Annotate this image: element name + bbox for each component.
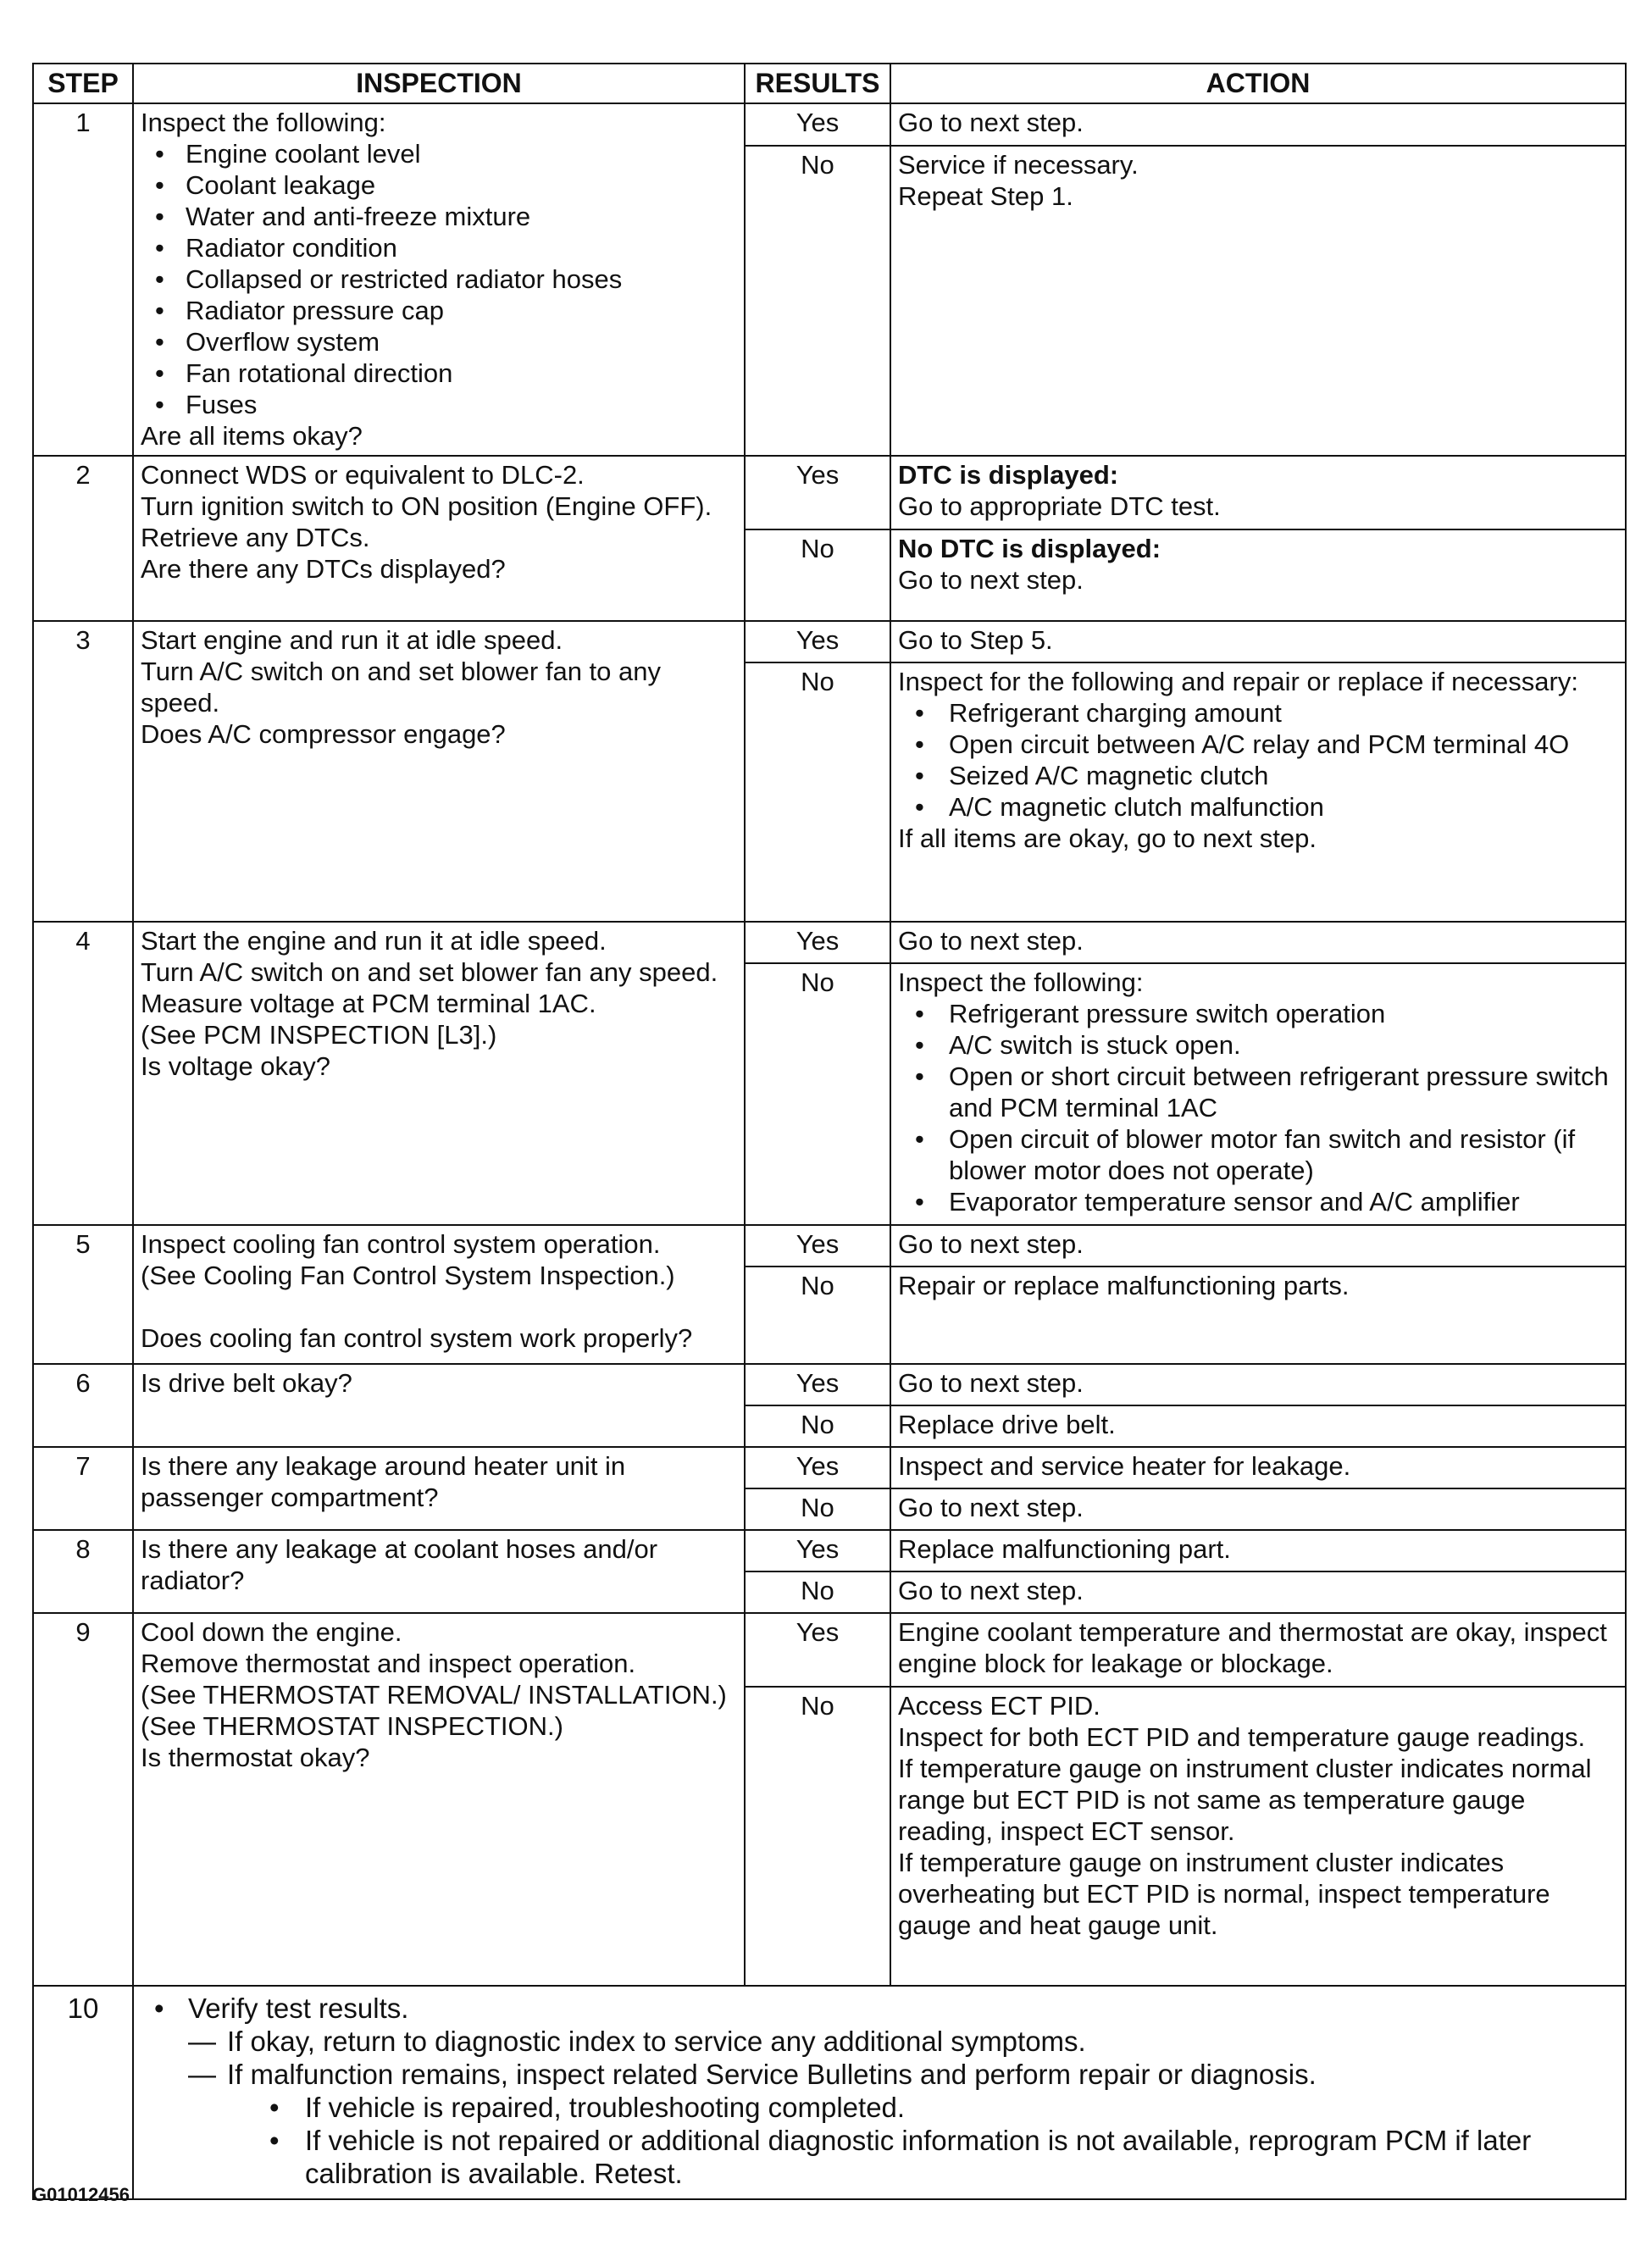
inspection-line: Does cooling fan control system work properly? (141, 1323, 693, 1353)
list-item: • If vehicle is repaired, troubleshooting completed. (305, 2091, 1618, 2124)
header-action: ACTION (890, 64, 1626, 103)
inspection-line: Connect WDS or equivalent to DLC-2. (141, 460, 585, 490)
step-7-no-action: Go to next step. (890, 1488, 1626, 1530)
action-intro: Inspect for the following and repair or replace if necessary: (898, 667, 1578, 696)
list-item: • Fan rotational direction (186, 358, 737, 389)
step-7-yes-action: Inspect and service heater for leakage. (890, 1447, 1626, 1488)
step-2-yes-action (890, 456, 1626, 529)
step-1-yes-row (33, 103, 1626, 146)
action-heading: DTC is displayed: (898, 460, 1119, 490)
step-4-yes-result: Yes (745, 922, 890, 963)
list-item: • Open circuit of blower motor fan switch and resistor (if blower motor does not operate) (949, 1123, 1618, 1186)
inspection-line: Measure voltage at PCM terminal 1AC. (141, 989, 596, 1018)
list-item: • Open circuit between A/C relay and PCM terminal 4O (949, 729, 1618, 760)
list-item: • Refrigerant charging amount (949, 697, 1618, 729)
step-6-yes-result: Yes (745, 1364, 890, 1405)
inspection-line: Does A/C compressor engage? (141, 719, 506, 749)
step-8-yes-action: Replace malfunctioning part. (890, 1530, 1626, 1571)
inspection-line: Turn ignition switch to ON position (Engine OFF). (141, 491, 712, 521)
header-results: RESULTS (745, 64, 890, 103)
inspection-line: Start the engine and run it at idle speed. (141, 926, 607, 956)
step-5-yes-result: Yes (745, 1225, 890, 1267)
step-1-inspection (133, 103, 745, 456)
step-10-content (133, 1986, 1626, 2199)
step-1-yes-result: Yes (745, 103, 890, 146)
step-9-yes-result: Yes (745, 1613, 890, 1687)
diagnostic-procedure (32, 63, 1627, 2200)
inspection-spacer (141, 1291, 737, 1322)
step-10-row (33, 1986, 1626, 2199)
figure-id: G01012456 (32, 2184, 130, 2205)
step-2-yes-row (33, 456, 1626, 529)
inspection-line: (See THERMOSTAT INSPECTION.) (141, 1711, 563, 1741)
action-line: If temperature gauge on instrument cluster indicates normal range but ECT PID is not same as temperature gauge reading, inspect ECT sensor. (898, 1754, 1592, 1846)
list-item: • Engine coolant level (186, 138, 737, 169)
step-3-yes-result: Yes (745, 621, 890, 662)
action-line: Go to appropriate DTC test. (898, 491, 1221, 521)
step-7-yes-row (33, 1447, 1626, 1488)
step-1-no-action (890, 146, 1626, 456)
step-2-inspection (133, 456, 745, 621)
step-8-no-result: No (745, 1571, 890, 1613)
action-line: Service if necessary. (898, 150, 1139, 180)
step-8-inspection (133, 1530, 745, 1613)
step-8-yes-row (33, 1530, 1626, 1571)
step-5-no-action: Repair or replace malfunctioning parts. (890, 1267, 1626, 1364)
step-6-yes-row (33, 1364, 1626, 1405)
list-item: • Open or short circuit between refrigerant pressure switch and PCM terminal 1AC (949, 1061, 1618, 1123)
inspection-line: (See Cooling Fan Control System Inspection.) (141, 1261, 675, 1290)
inspection-line: Is drive belt okay? (141, 1368, 352, 1398)
list-item: • Radiator condition (186, 232, 737, 263)
step-4-yes-row (33, 922, 1626, 963)
header-step: STEP (33, 64, 133, 103)
inspection-line: Is there any leakage around heater unit in passenger compartment? (141, 1451, 626, 1512)
inspection-line: Is voltage okay? (141, 1051, 331, 1081)
inspection-line: Remove thermostat and inspect operation. (141, 1649, 636, 1678)
step-9-yes-action: Engine coolant temperature and thermostat are okay, inspect engine block for leakage or blockage. (890, 1613, 1626, 1687)
inspection-line: Is there any leakage at coolant hoses and/or radiator? (141, 1534, 658, 1595)
list-item (188, 2058, 1618, 2190)
step-10-list (141, 1992, 1618, 2190)
list-item: • Overflow system (186, 326, 737, 358)
step-8-yes-result: Yes (745, 1530, 890, 1571)
header-inspection: INSPECTION (133, 64, 745, 103)
step-6-number: 6 (33, 1364, 133, 1447)
step-10-dash-list (188, 2025, 1618, 2190)
inspection-line: Is thermostat okay? (141, 1743, 370, 1772)
list-item: • Water and anti-freeze mixture (186, 201, 737, 232)
inspection-line: Cool down the engine. (141, 1617, 402, 1647)
step-4-inspection (133, 922, 745, 1225)
step-4-no-action (890, 963, 1626, 1225)
step-2-no-action (890, 529, 1626, 621)
inspection-line: Retrieve any DTCs. (141, 523, 370, 552)
inspection-line: (See PCM INSPECTION [L3].) (141, 1020, 497, 1050)
action-line: Repeat Step 1. (898, 181, 1073, 212)
step-8-number: 8 (33, 1530, 133, 1613)
step-5-inspection (133, 1225, 745, 1364)
action-heading: No DTC is displayed: (898, 534, 1161, 563)
step-9-number: 9 (33, 1613, 133, 1986)
list-item: — If okay, return to diagnostic index to service any additional symptoms. (188, 2025, 1618, 2058)
step-2-no-result: No (745, 529, 890, 621)
list-item: • A/C switch is stuck open. (949, 1029, 1618, 1061)
step-1-question: Are all items okay? (141, 421, 363, 451)
action-outro: If all items are okay, go to next step. (898, 823, 1317, 853)
step-10-number: 10 (33, 1986, 133, 2199)
list-item: • Coolant leakage (186, 169, 737, 201)
step-9-yes-row (33, 1613, 1626, 1687)
list-item (188, 1992, 1618, 2190)
step-1-number: 1 (33, 103, 133, 456)
step-3-inspection (133, 621, 745, 922)
step-4-no-result: No (745, 963, 890, 1225)
step-9-no-action (890, 1687, 1626, 1986)
step-6-yes-action: Go to next step. (890, 1364, 1626, 1405)
action-line: Access ECT PID. (898, 1691, 1100, 1721)
step-8-no-action: Go to next step. (890, 1571, 1626, 1613)
step-9-no-result: No (745, 1687, 890, 1986)
step-1-yes-action: Go to next step. (890, 103, 1626, 146)
step-1-item-list (141, 138, 737, 420)
step-7-no-result: No (745, 1488, 890, 1530)
action-line: Go to next step. (898, 565, 1084, 595)
step-5-yes-row (33, 1225, 1626, 1267)
list-item: • If vehicle is not repaired or additional diagnostic information is not available, reprogram PCM if later calibration is available. Retest. (305, 2124, 1618, 2190)
action-intro: Inspect the following: (898, 967, 1144, 997)
step-7-inspection (133, 1447, 745, 1530)
step-5-no-result: No (745, 1267, 890, 1364)
step-9-inspection (133, 1613, 745, 1986)
inspection-line: Start engine and run it at idle speed. (141, 625, 563, 655)
step-3-no-action (890, 662, 1626, 922)
step-3-no-result: No (745, 662, 890, 922)
list-item: • Fuses (186, 389, 737, 420)
list-item: • A/C magnetic clutch malfunction (949, 791, 1618, 823)
action-line: If temperature gauge on instrument cluster indicates overheating but ECT PID is normal, inspect temperature gauge and heat gauge unit. (898, 1848, 1550, 1940)
header-row (33, 64, 1626, 103)
step-3-number: 3 (33, 621, 133, 922)
inspection-line: Turn A/C switch on and set blower fan any speed. (141, 957, 718, 987)
inspection-line: Are there any DTCs displayed? (141, 554, 506, 584)
step-4-action-list (898, 998, 1618, 1217)
step-7-number: 7 (33, 1447, 133, 1530)
step-6-no-action: Replace drive belt. (890, 1405, 1626, 1447)
step-5-yes-action: Go to next step. (890, 1225, 1626, 1267)
step-4-number: 4 (33, 922, 133, 1225)
step-5-number: 5 (33, 1225, 133, 1364)
step-7-yes-result: Yes (745, 1447, 890, 1488)
step-3-yes-row (33, 621, 1626, 662)
step-10-sub-list (227, 2091, 1618, 2190)
step-1-no-result: No (745, 146, 890, 456)
diagnostic-table (32, 63, 1627, 2200)
action-line: Inspect for both ECT PID and temperature gauge readings. (898, 1722, 1586, 1752)
dash-text: — If malfunction remains, inspect related Service Bulletins and perform repair or diagnosis. (227, 2059, 1317, 2090)
step-3-action-list (898, 697, 1618, 823)
step-3-yes-action: Go to Step 5. (890, 621, 1626, 662)
list-item: • Seized A/C magnetic clutch (949, 760, 1618, 791)
step-6-inspection (133, 1364, 745, 1447)
step-10-bullet: • Verify test results. (188, 1993, 409, 2024)
list-item: • Evaporator temperature sensor and A/C amplifier (949, 1186, 1618, 1217)
inspection-line: (See THERMOSTAT REMOVAL/ INSTALLATION.) (141, 1680, 727, 1710)
step-2-number: 2 (33, 456, 133, 621)
list-item: • Refrigerant pressure switch operation (949, 998, 1618, 1029)
list-item: • Radiator pressure cap (186, 295, 737, 326)
step-6-no-result: No (745, 1405, 890, 1447)
step-2-yes-result: Yes (745, 456, 890, 529)
inspection-line: Inspect cooling fan control system operation. (141, 1229, 661, 1259)
list-item: • Collapsed or restricted radiator hoses (186, 263, 737, 295)
step-1-intro: Inspect the following: (141, 108, 386, 137)
inspection-line: Turn A/C switch on and set blower fan to any speed. (141, 657, 662, 718)
step-4-yes-action: Go to next step. (890, 922, 1626, 963)
